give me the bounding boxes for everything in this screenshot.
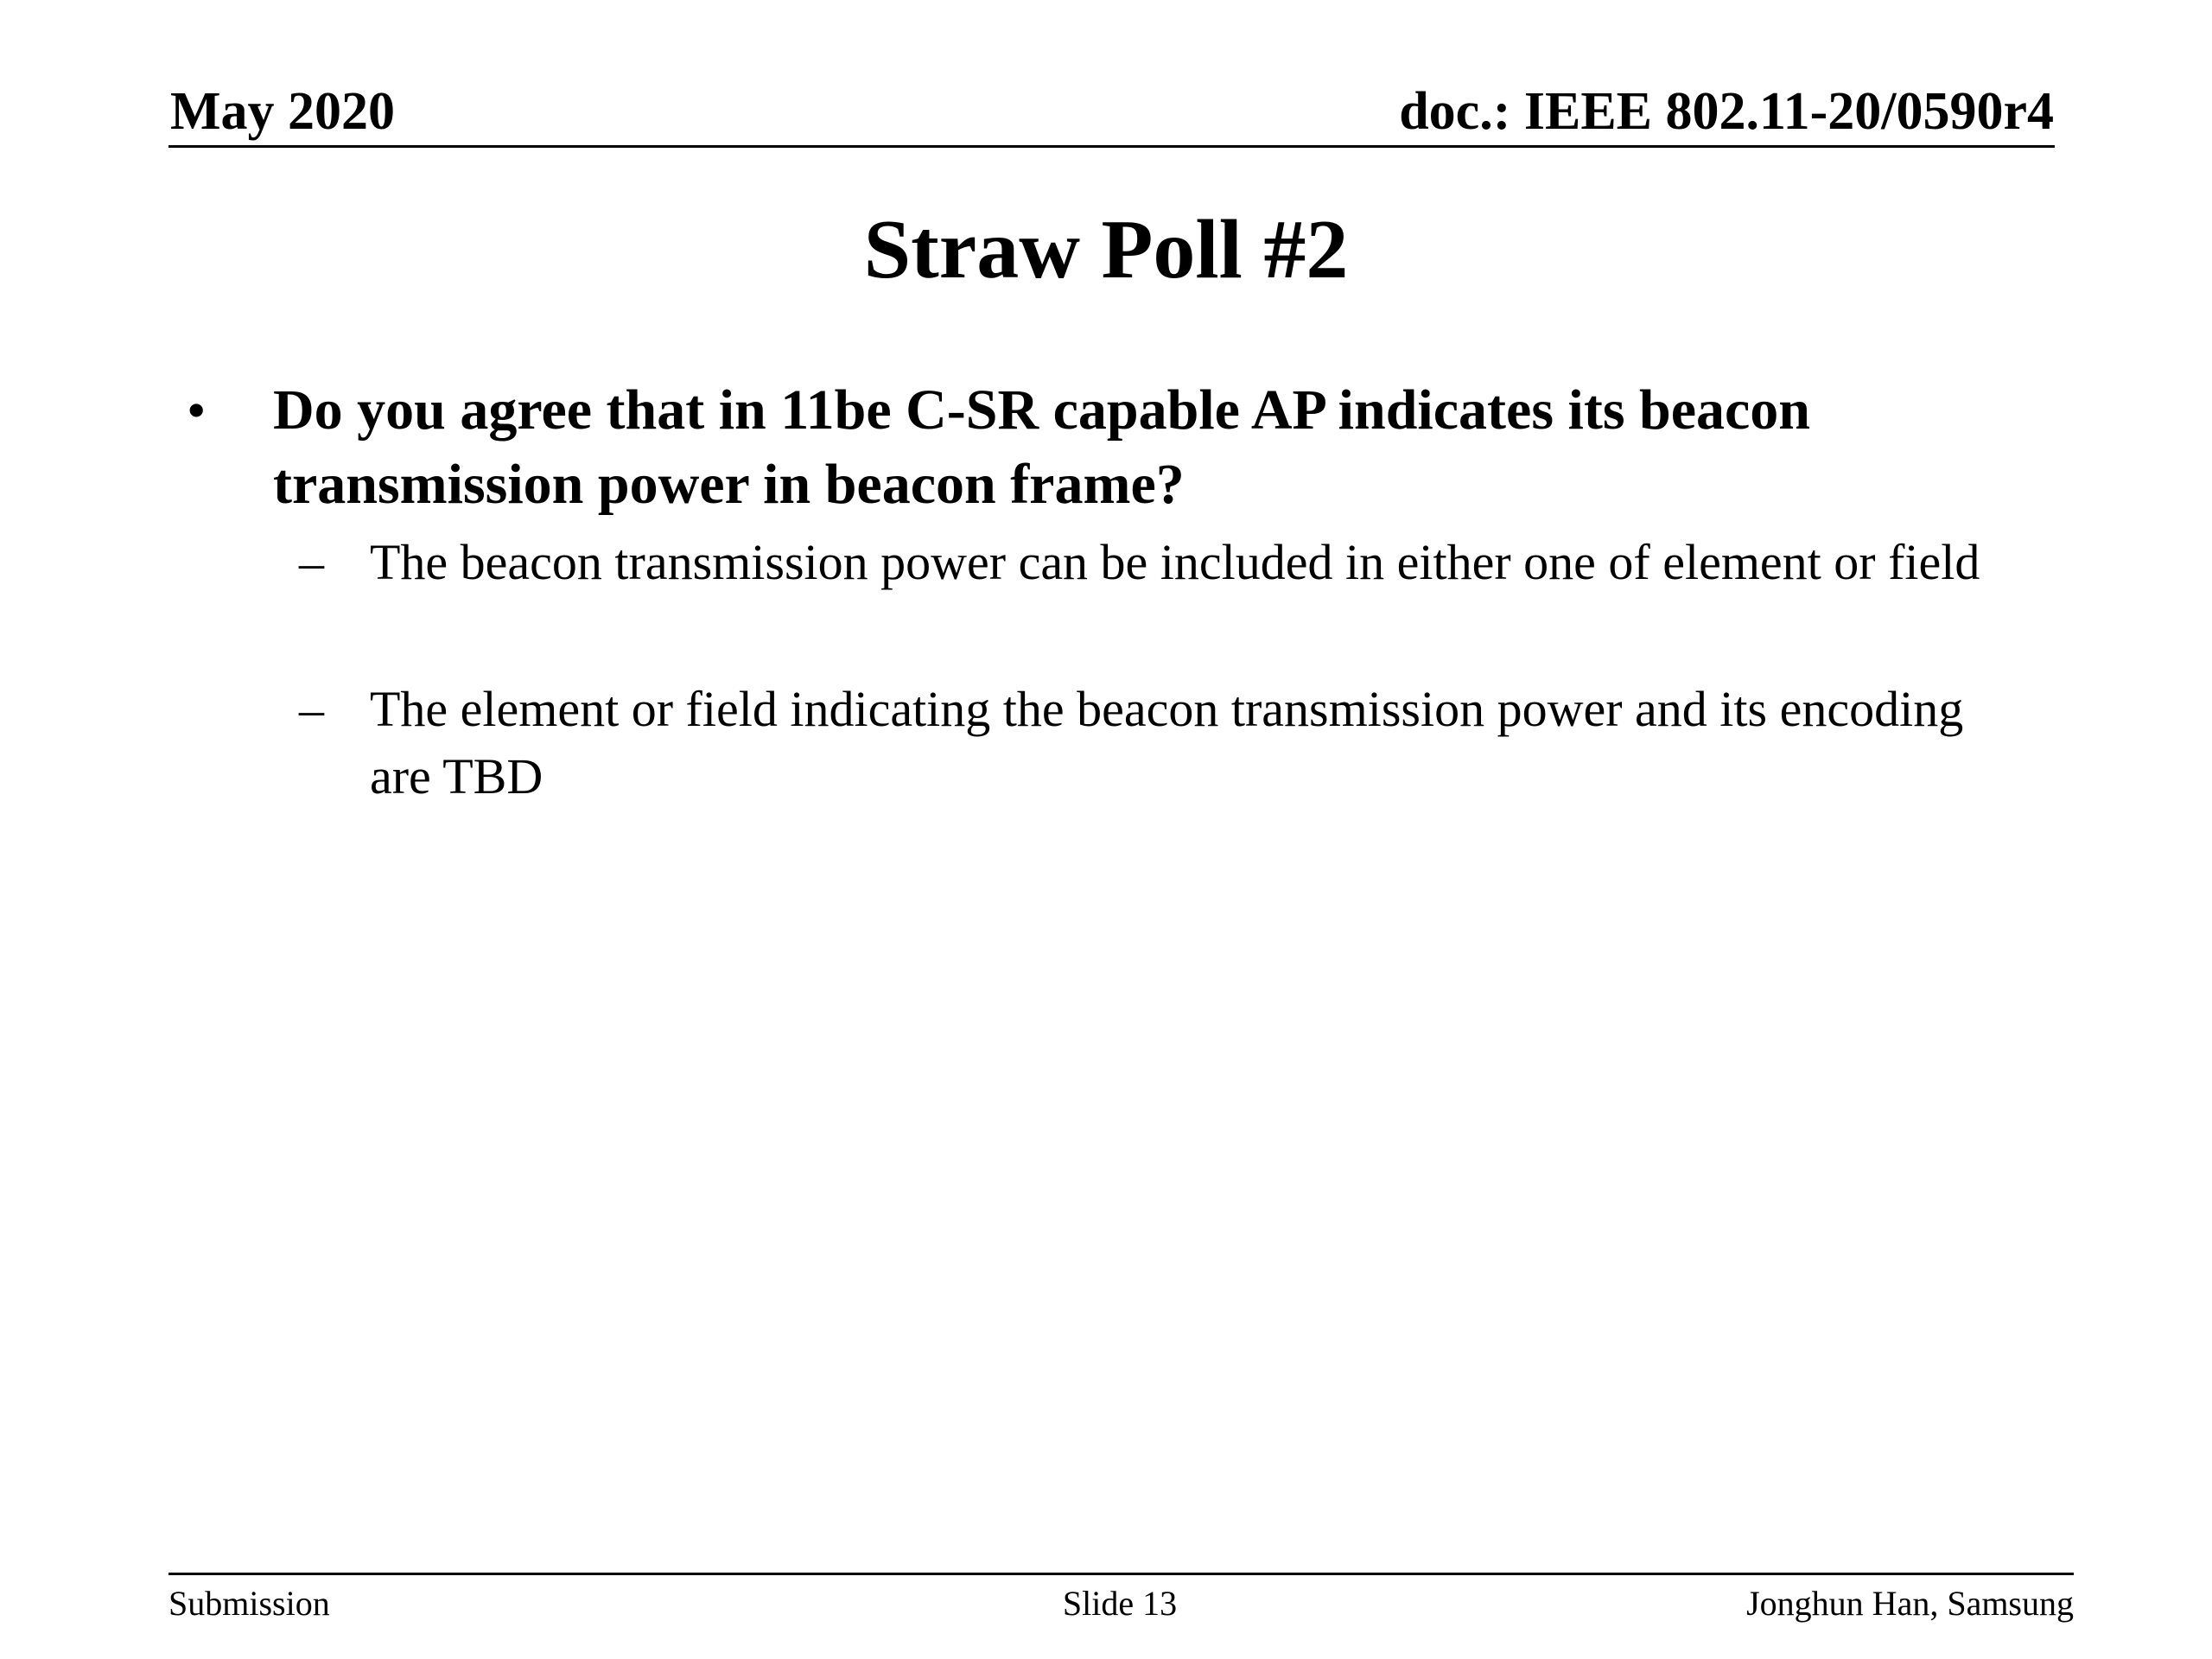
header-divider — [168, 145, 2055, 148]
footer-divider — [168, 1573, 2074, 1575]
bullet-marker: • — [187, 379, 207, 441]
header-doc-id: doc.: IEEE 802.11-20/0590r4 — [1399, 82, 2054, 141]
sub-bullet-text: The beacon transmission power can be included in either one of element or field — [370, 534, 1980, 590]
bullet-text: Do you agree that in 11be C-SR capable AP indicates its beacon transmission power in beacon frame? — [273, 378, 1811, 516]
sub-bullet-marker: – — [299, 534, 324, 590]
header-date: May 2020 — [170, 82, 396, 141]
sub-bullet-marker: – — [299, 681, 324, 737]
footer-author: Jonghun Han, Samsung — [1746, 1584, 2074, 1623]
footer-submission: Submission — [168, 1584, 330, 1623]
sub-bullet-text: The element or field indicating the beacon transmission power and its encoding are TBD — [370, 681, 1964, 804]
footer-slide-number: Slide 13 — [1062, 1584, 1178, 1623]
slide-title: Straw Poll #2 — [863, 203, 1349, 296]
